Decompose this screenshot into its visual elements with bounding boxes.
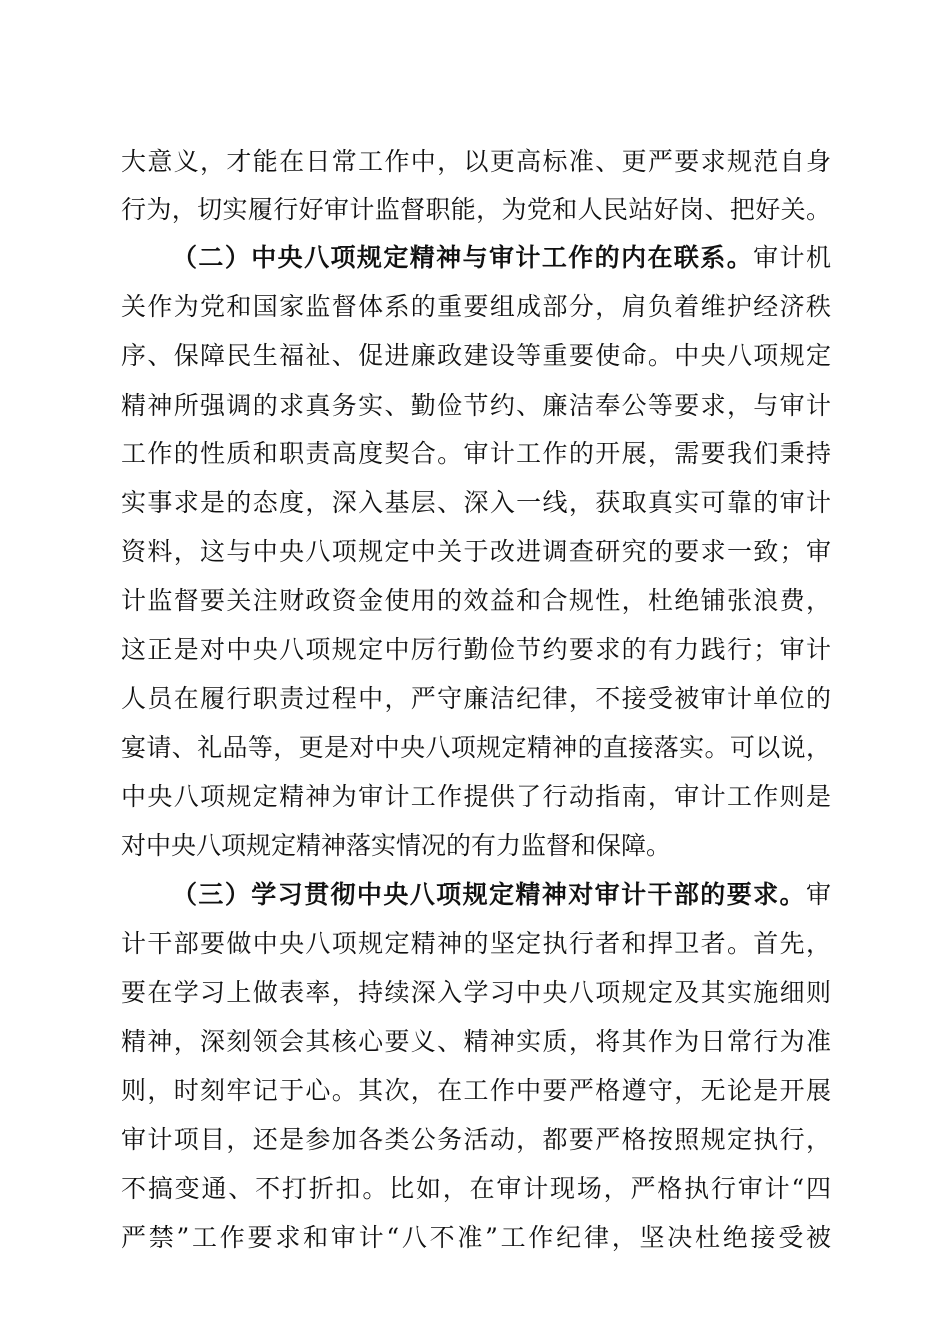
body-text-line: 工作的性质和职责高度契合。审计工作的开展，需要我们秉持 (121, 439, 831, 468)
body-text-line: 行为，切实履行好审计监督职能，为党和人民站好岗、把好关。 (121, 195, 831, 224)
body-text-line: 不搞变通、不打折扣。比如，在审计现场，严格执行审计“四 (121, 1174, 831, 1203)
body-text-line: 序、保障民生福祉、促进廉政建设等重要使命。中央八项规定 (121, 341, 831, 370)
body-text-line: 计监督要关注财政资金使用的效益和合规性，杜绝铺张浪费， (121, 586, 831, 615)
body-text-span: 审 (805, 880, 831, 909)
section-heading-line (172, 875, 831, 915)
body-text-line: 大意义，才能在日常工作中，以更高标准、更严要求规范自身 (121, 147, 831, 176)
body-text-line: 中央八项规定精神为审计工作提供了行动指南，审计工作则是 (121, 782, 831, 811)
section-heading-3: （三）学习贯彻中央八项规定精神对审计干部的要求。 (172, 880, 806, 909)
body-text-line: 对中央八项规定精神落实情况的有力监督和保障。 (121, 831, 672, 860)
body-text-span: 审计机 (753, 243, 831, 272)
section-heading-2: （二）中央八项规定精神与审计工作的内在联系。 (172, 243, 754, 272)
body-text-line: 严禁”工作要求和审计“八不准”工作纪律，坚决杜绝接受被 (121, 1223, 831, 1252)
body-text-line: 资料，这与中央八项规定中关于改进调查研究的要求一致；审 (121, 537, 831, 566)
body-text-line: 要在学习上做表率，持续深入学习中央八项规定及其实施细则 (121, 978, 831, 1007)
body-text-line: 关作为党和国家监督体系的重要组成部分，肩负着维护经济秩 (121, 292, 831, 321)
body-text-line: 人员在履行职责过程中，严守廉洁纪律，不接受被审计单位的 (121, 684, 831, 713)
body-text-line: 这正是对中央八项规定中厉行勤俭节约要求的有力践行；审计 (121, 635, 831, 664)
body-text-line: 精神，深刻领会其核心要义、精神实质，将其作为日常行为准 (121, 1027, 831, 1056)
body-text-line: 宴请、礼品等，更是对中央八项规定精神的直接落实。可以说， (121, 733, 831, 762)
body-text-line: 则，时刻牢记于心。其次，在工作中要严格遵守，无论是开展 (121, 1076, 831, 1105)
body-text-line: 审计项目，还是参加各类公务活动，都要严格按照规定执行， (121, 1125, 831, 1154)
body-text-line: 实事求是的态度，深入基层、深入一线，获取真实可靠的审计 (121, 488, 831, 517)
body-text-line: 精神所强调的求真务实、勤俭节约、廉洁奉公等要求，与审计 (121, 391, 831, 420)
section-heading-line (172, 238, 831, 278)
body-text-line: 计干部要做中央八项规定精神的坚定执行者和捍卫者。首先， (121, 929, 831, 958)
